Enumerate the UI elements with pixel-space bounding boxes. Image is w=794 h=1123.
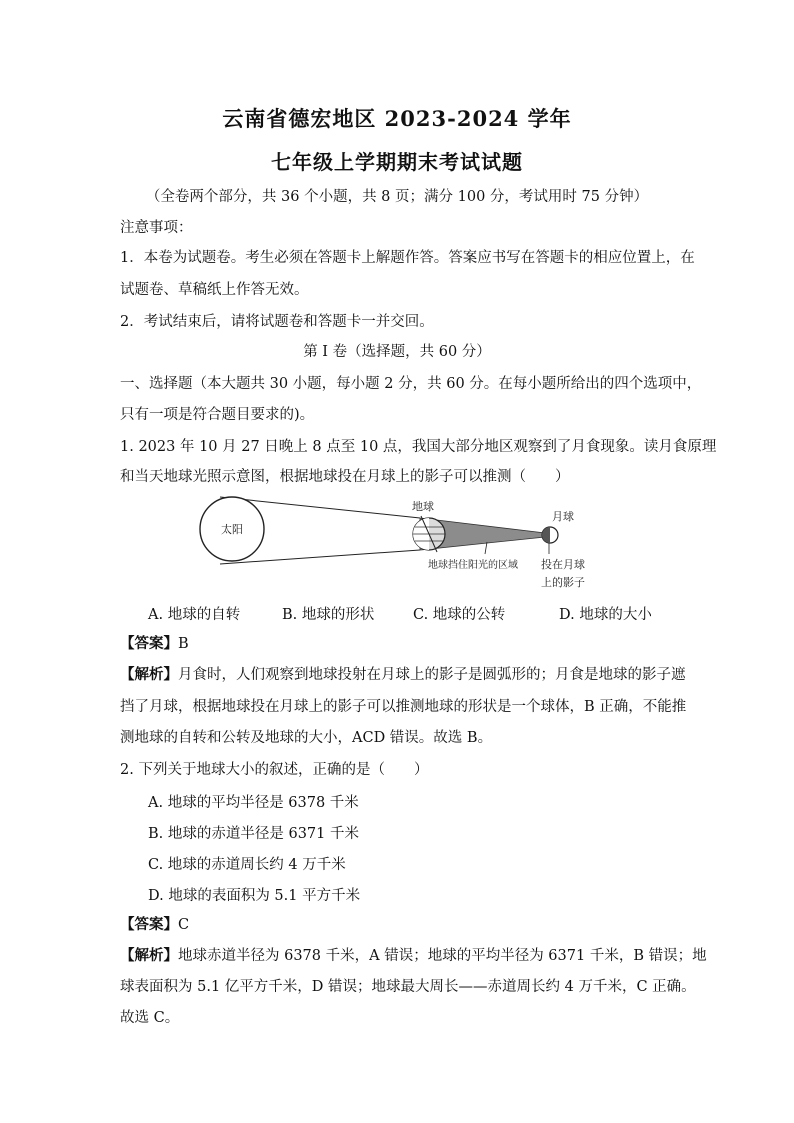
q1-option-b: B. 地球的形状 [282,607,375,623]
exam-note: （全卷两个部分，共 36 个小题，共 8 页；满分 100 分，考试用时 75 分钟） [145,189,649,205]
q1-analysis-tag: 【解析】 [120,666,178,683]
q1-analysis-line-1 [120,665,686,685]
q1-analysis-text-1: 月食时，人们观察到地球投射在月球上的影子是圆弧形的；月食是地球的影子遮 [178,667,686,683]
exam-subtitle: 七年级上学期期末考试试题 [271,150,523,174]
q2-answer-tag: 【答案】 [120,916,178,933]
notice-heading: 注意事项： [120,220,193,236]
q1-analysis-line-2: 挡了月球，根据地球投在月球上的影子可以推测地球的形状是一个球体，B 正确，不能推 [120,699,687,715]
q1-answer-value: B [178,636,189,652]
q2-analysis-tag: 【解析】 [120,947,178,964]
blocked-region-label: 地球挡住阳光的区域 [428,560,518,571]
blocked-pointer [485,542,487,554]
moon-shadow [542,527,550,543]
q2-answer-line [120,915,189,935]
q1-answer-line [120,634,189,654]
moon-label: 月球 [552,510,574,523]
earth-label: 地球 [412,500,434,513]
q2-analysis-line-3: 故选 C。 [120,1010,180,1026]
q2-option-d: D. 地球的表面积为 5.1 平方千米 [148,888,361,904]
q2-analysis-line-2: 球表面积为 5.1 亿平方千米，D 错误；地球最大周长——赤道周长约 4 万千米，C 正确。 [120,979,696,995]
q2-analysis-text-1: 地球赤道半径为 6378 千米，A 错误；地球的平均半径为 6371 千米，B 错误；地 [178,948,707,964]
q1-analysis-line-3: 测地球的自转和公转及地球的大小，ACD 错误。故选 B。 [120,730,493,746]
q2-option-a: A. 地球的平均半径是 6378 千米 [148,795,359,811]
q2-stem: 2. 下列关于地球大小的叙述，正确的是（ ） [120,762,429,778]
exam-title: 云南省德宏地区 2023-2024 学年 [222,106,572,131]
part1-intro-line-2: 只有一项是符合题目要求的)。 [120,407,315,423]
moon-shadow-label-line-2: 上的影子 [541,576,585,589]
sun-label: 太阳 [221,523,243,536]
notice-item-1-line-1: 1．本卷为试题卷。考生必须在答题卡上解题作答。答案应书写在答题卡的相应位置上，在 [120,250,695,266]
part1-intro-line-1: 一、选择题（本大题共 30 小题，每小题 2 分，共 60 分。在每小题所给出的四个选项中， [120,376,702,392]
q1-option-c: C. 地球的公转 [413,607,506,623]
notice-item-1-line-2: 试题卷、草稿纸上作答无效。 [120,282,309,298]
notice-item-2: 2．考试结束后，请将试题卷和答题卡一并交回。 [120,314,434,330]
q2-option-c: C. 地球的赤道周长约 4 万千米 [148,857,346,873]
section-title: 第 I 卷（选择题，共 60 分） [303,344,491,360]
q2-analysis-line-1 [120,946,707,966]
lunar-eclipse-diagram [195,492,615,592]
q1-stem-line-2: 和当天地球光照示意图，根据地球投在月球上的影子可以推测（ ） [120,469,570,485]
q1-answer-tag: 【答案】 [120,635,178,652]
q2-answer-value: C [178,917,190,933]
moon-shadow-label-line-1: 投在月球 [541,558,585,571]
q1-stem-line-1: 1. 2023 年 10 月 27 日晚上 8 点至 10 点，我国大部分地区观察到了月食现象。读月食原理 [120,439,717,455]
q2-option-b: B. 地球的赤道半径是 6371 千米 [148,826,359,842]
q1-option-d: D. 地球的大小 [559,607,652,623]
q1-option-a: A. 地球的自转 [148,607,241,623]
